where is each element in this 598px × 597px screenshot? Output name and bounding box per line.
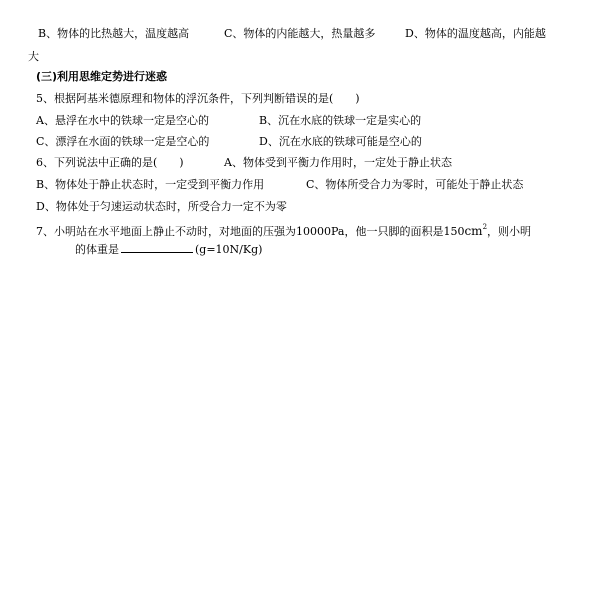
- section-heading: [36, 70, 167, 84]
- q7-line2-suffix: (g=10N/Kg): [195, 243, 263, 256]
- q7-exponent: 2: [482, 223, 488, 231]
- q6-option-d: D、物体处于匀速运动状态时，所受合力一定不为零: [36, 200, 287, 213]
- q5-option-a: A、悬浮在水中的铁球一定是空心的: [36, 114, 209, 127]
- q5-stem: 5、根据阿基米德原理和物体的浮沉条件，下列判断错误的是( ): [36, 92, 360, 105]
- q5-option-d: D、沉在水底的铁球可能是空心的: [259, 135, 422, 148]
- q4-option-d-wrap-row: [28, 50, 39, 64]
- q6-option-b: B、物体处于静止状态时，一定受到平衡力作用: [36, 178, 265, 191]
- q7-stem-row: [36, 220, 531, 239]
- q5-stem-row: [36, 92, 360, 106]
- q6-option-b-row: [36, 178, 264, 192]
- q7-stem-part2: ，则小明: [487, 225, 532, 238]
- q7-stem-part1: 7、小明站在水平地面上静止不动时，对地面的压强为10000Pa，他一只脚的面积是150: [36, 225, 465, 238]
- answer-blank[interactable]: [121, 242, 193, 253]
- q7-unit: cm: [464, 224, 483, 238]
- q6-stem-row: [36, 156, 184, 170]
- q5-option-c: C、漂浮在水面的铁球一定是空心的: [36, 135, 210, 148]
- q4-option-b: B、物体的比热越大，温度越高: [38, 27, 190, 40]
- q7-line2-row: [75, 242, 262, 257]
- q5-option-c-row: [36, 135, 209, 149]
- q6-stem: 6、下列说法中正确的是( ): [36, 156, 184, 169]
- q4-option-d-wrap: 大: [28, 50, 39, 63]
- q5-option-a-row: [36, 114, 209, 128]
- q4-options-row: [38, 27, 189, 41]
- q4-option-c: C、物体的内能越大，热量越多: [224, 27, 376, 40]
- q6-option-c-row: [306, 178, 523, 192]
- q6-option-d-row: [36, 200, 287, 214]
- q6-option-a: A、物体受到平衡力作用时，一定处于静止状态: [224, 156, 452, 169]
- q6-option-a-row: [224, 156, 452, 170]
- q5-option-b: B、沉在水底的铁球一定是实心的: [259, 114, 422, 127]
- q4-option-d: D、物体的温度越高，内能越: [405, 27, 546, 40]
- section-heading-text: (三)利用思维定势进行迷惑: [36, 70, 168, 83]
- q6-option-c: C、物体所受合力为零时，可能处于静止状态: [306, 178, 524, 191]
- q5-option-d-row: [259, 135, 422, 149]
- q5-option-b-row: [259, 114, 421, 128]
- q7-line2-prefix: 的体重是: [75, 243, 119, 256]
- q4-option-c-row: [224, 27, 375, 41]
- q4-option-d-row: [405, 27, 546, 41]
